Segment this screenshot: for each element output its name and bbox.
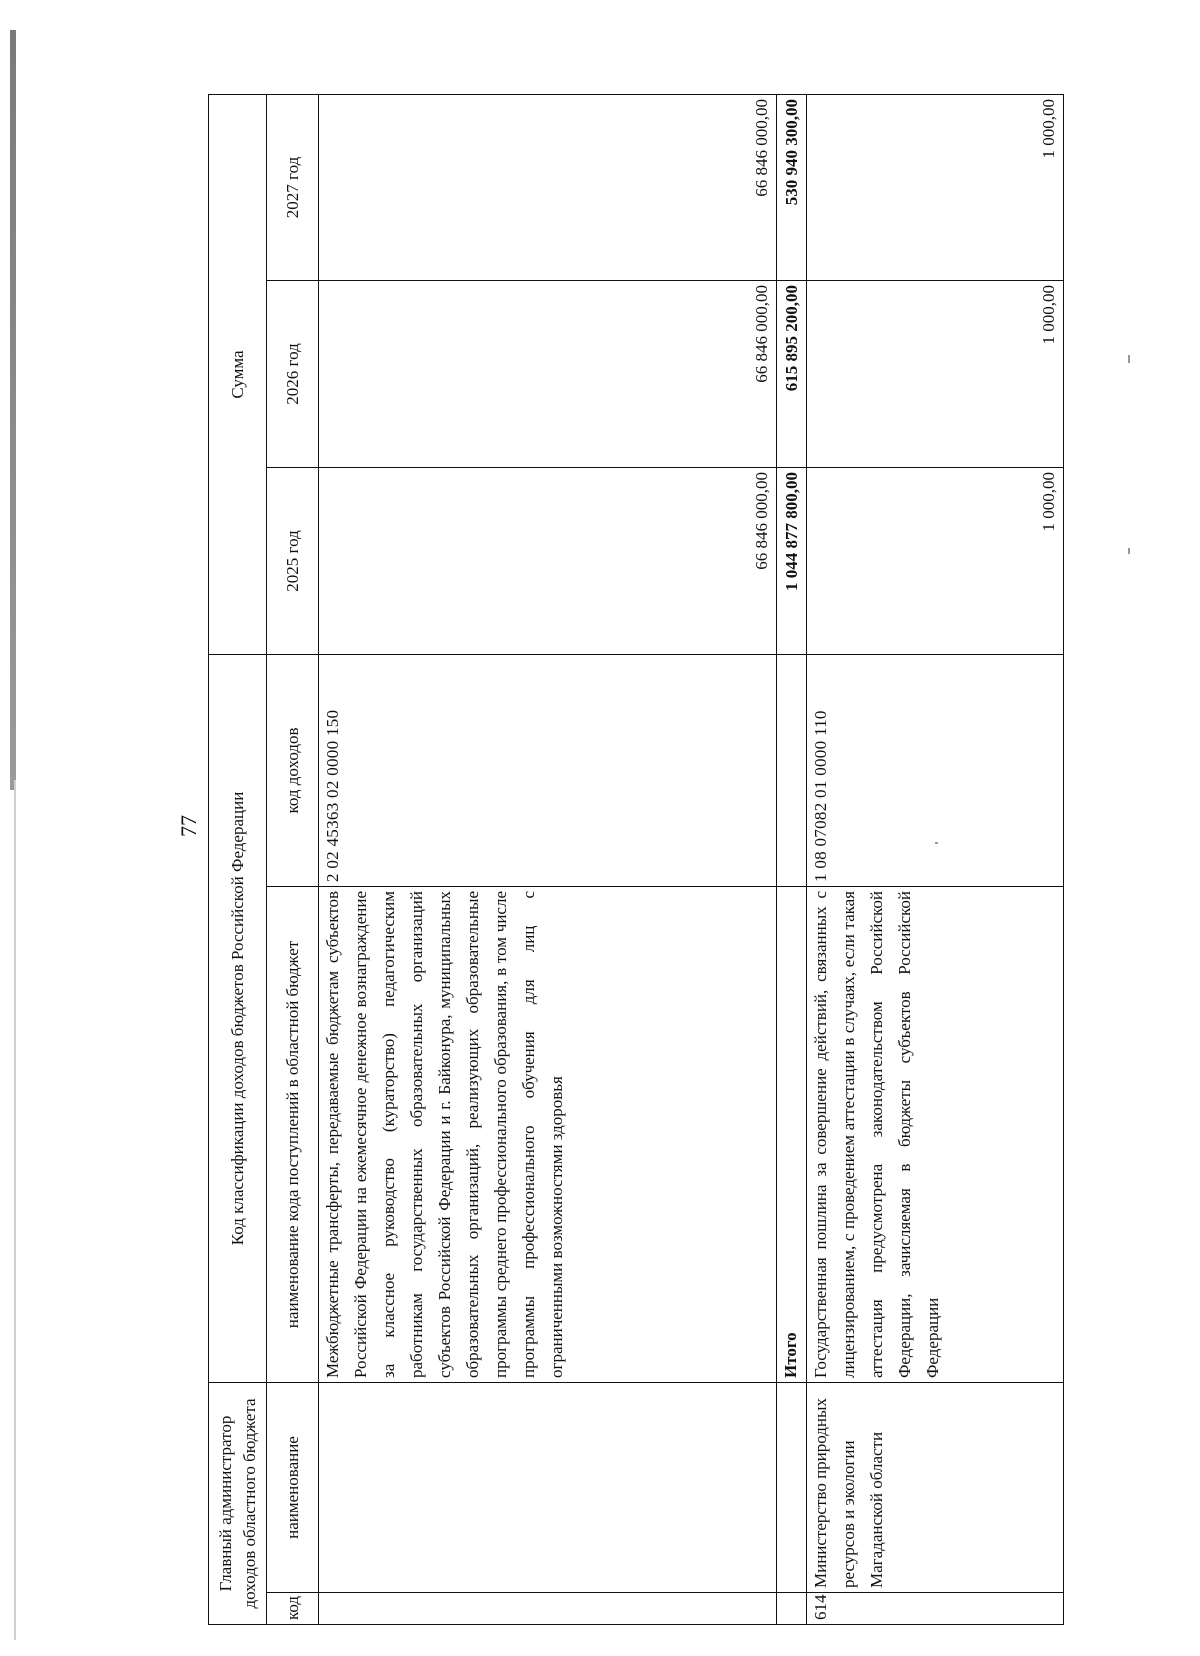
scan-speck bbox=[1128, 355, 1130, 363]
cell-total-2025: 1 044 877 800,00 bbox=[777, 467, 807, 654]
cell-admin-name bbox=[777, 1383, 807, 1593]
header-col-name: наименование bbox=[267, 1383, 319, 1593]
cell-income-code: 2 02 45363 02 0000 150 bbox=[319, 654, 777, 886]
cell-admin-name bbox=[319, 1383, 777, 1593]
table-row bbox=[319, 94, 777, 1624]
scan-line bbox=[14, 780, 16, 1640]
cell-amount-2025: 66 846 000,00 bbox=[319, 467, 777, 654]
scan-speck bbox=[1128, 548, 1130, 554]
cell-income-name: Государственная пошлина за совершение действий, связанных с лицензированием, с проведением аттестации в случаях, если такая аттестация предусмотрена законодательством Российской Федерации, зачисляемая в бюджеты субъектов Российской Федерации bbox=[807, 887, 1064, 1383]
cell-total-2026: 615 895 200,00 bbox=[777, 280, 807, 467]
cell-amount-2025: 1 000,00 bbox=[807, 467, 1064, 654]
cell-total-label: Итого bbox=[777, 887, 807, 1383]
table-row-total bbox=[777, 94, 807, 1624]
table-row bbox=[807, 94, 1064, 1624]
cell-amount-2026: 66 846 000,00 bbox=[319, 280, 777, 467]
cell-amount-2027: 66 846 000,00 bbox=[319, 94, 777, 280]
header-col-2027: 2027 год bbox=[267, 94, 319, 280]
cell-amount-2027: 1 000,00 bbox=[807, 94, 1064, 280]
header-row-1 bbox=[209, 94, 267, 1624]
header-admin-group: Главный администратор доходов областного бюджета bbox=[209, 1383, 267, 1625]
cell-income-code bbox=[777, 654, 807, 886]
cell-income-name: Межбюджетные трансферты, передаваемые бюджетам субъектов Российской Федерации на ежемесячное денежное вознаграждение за классное руководство (кураторство) педагогическим работникам государственных образовательных организаций субъектов Российской Федерации и г. Байконура, муниципальных образовательных организаций, реализующих образовательные программы среднего профессионального образования, в том числе программы профессионального обучения для лиц с ограниченными возможностями здоровья bbox=[319, 887, 777, 1383]
header-row-2 bbox=[267, 94, 319, 1624]
cell-admin-code: 614 bbox=[807, 1593, 1064, 1625]
header-code-group: Код классификации доходов бюджетов Российской Федерации bbox=[209, 654, 267, 1382]
page-number: 77 bbox=[176, 815, 201, 837]
cell-amount-2026: 1 000,00 bbox=[807, 280, 1064, 467]
header-col-income-code: код доходов bbox=[267, 654, 319, 886]
cell-admin-name: Министерство природных ресурсов и экологии Магаданской области bbox=[807, 1383, 1064, 1593]
header-sum-group: Сумма bbox=[209, 94, 267, 654]
cell-income-code: 1 08 07082 01 0000 110 bbox=[807, 654, 1064, 886]
header-col-code: код bbox=[267, 1593, 319, 1625]
cell-total-2027: 530 940 300,00 bbox=[777, 94, 807, 280]
budget-income-table bbox=[208, 94, 1064, 1625]
header-col-income-name: наименование кода поступлений в областной бюджет bbox=[267, 887, 319, 1383]
header-col-2025: 2025 год bbox=[267, 467, 319, 654]
cell-admin-code bbox=[777, 1593, 807, 1625]
cell-admin-code bbox=[319, 1593, 777, 1625]
rotated-table-container bbox=[208, 95, 1063, 1625]
header-col-2026: 2026 год bbox=[267, 280, 319, 467]
scan-edge bbox=[10, 30, 16, 790]
